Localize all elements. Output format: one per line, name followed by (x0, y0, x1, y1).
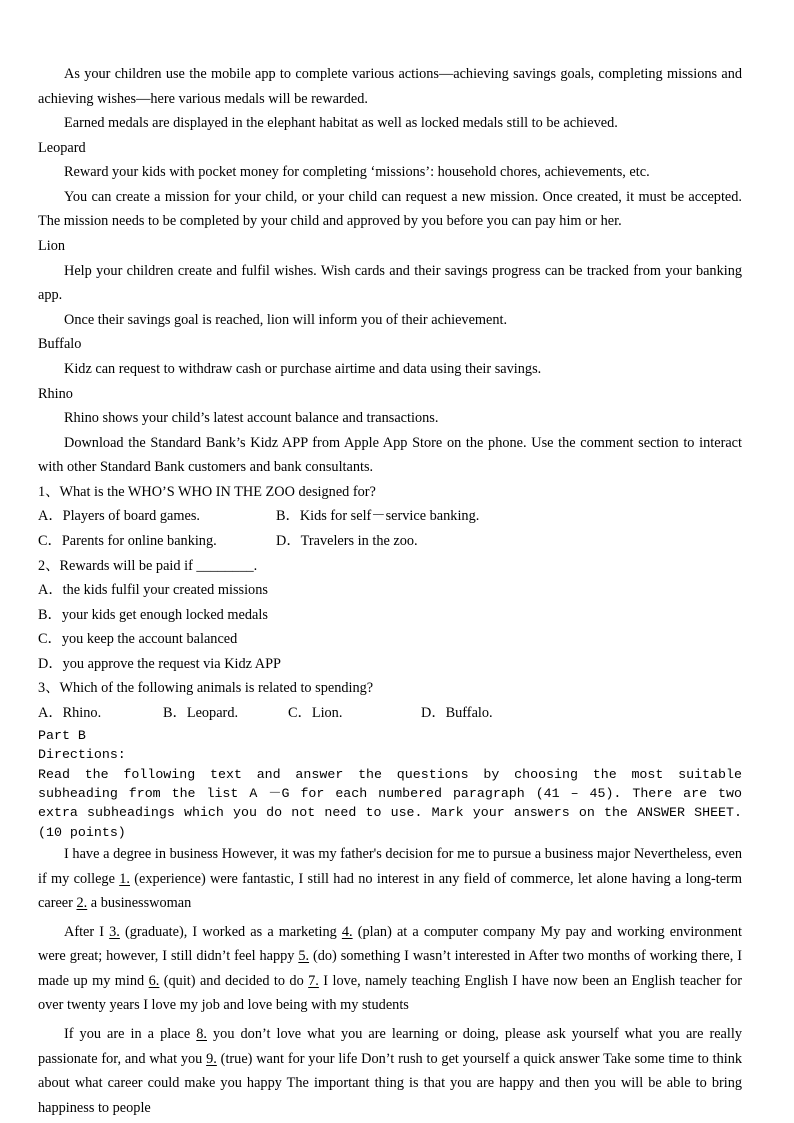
section-heading-lion: Lion (38, 238, 66, 255)
part-b-paragraph-2-text-0: After I (64, 923, 110, 940)
part-b-paragraph-2-blank-1[interactable]: 3. (109, 923, 120, 940)
question-2-stem (38, 554, 742, 579)
section-rhino-paragraph-1: Rhino shows your child’s latest account balance and transactions. (64, 410, 439, 427)
question-1-options-row-1 (38, 504, 742, 529)
question-3-stem (38, 676, 742, 701)
part-b-paragraph-2-blank-9[interactable]: 7. (308, 972, 319, 989)
question-3-option-d[interactable]: D．Buffalo. (421, 705, 493, 722)
section-buffalo-paragraph-1: Kidz can request to withdraw cash or purchase airtime and data using their savings. (64, 360, 542, 377)
question-2-text: Rewards will be paid if ________. (59, 557, 258, 574)
part-b-paragraph-2-text-2: (graduate), I worked as a marketing (119, 923, 342, 940)
section-lion-paragraph-1: Help your children create and fulfil wishes. Wish cards and their savings progress can be tracked from your banking app. (38, 262, 742, 304)
question-1-option-c[interactable]: C．Parents for online banking. (38, 532, 217, 549)
part-b-directions-label: Directions: (38, 747, 126, 763)
section-heading-buffalo: Buffalo (38, 336, 82, 353)
question-1-text: What is the WHO’S WHO IN THE ZOO designed for? (59, 483, 376, 500)
question-1-option-b[interactable]: B．Kids for self－service banking. (276, 508, 480, 525)
part-b-paragraph-2-text-6: (do) something I wasn’t interested in After two months of working there, I made up my mind (38, 948, 742, 989)
part-b-paragraph-3-blank-3[interactable]: 9. (206, 1050, 217, 1067)
part-b-paragraph-2 (38, 920, 742, 1018)
paragraph-closing: Download the Standard Bank’s Kidz APP from Apple App Store on the phone. Use the comment section to interact with other Standard Bank customers and bank consultants. (38, 434, 742, 476)
part-b-paragraph-1-text-4: a businesswoman (87, 895, 192, 912)
part-b-paragraph-2-blank-7[interactable]: 6. (148, 972, 160, 989)
question-3-options-row (38, 701, 742, 726)
part-b-paragraph-2-blank-5[interactable]: 5. (298, 948, 310, 965)
part-b-paragraph-1-blank-1[interactable]: 1. (119, 870, 130, 887)
question-2-option-a[interactable]: A．the kids fulfil your created missions (38, 582, 268, 599)
question-1-option-d[interactable]: D．Travelers in the zoo. (276, 532, 418, 549)
section-leopard-paragraph-2: You can create a mission for your child, or your child can request a new mission. Once created, it must be accepted. The mission needs to be completed by your child and approved by you before you can pay him or her. (38, 188, 742, 230)
part-b-paragraph-2-blank-3[interactable]: 4. (341, 923, 353, 940)
question-2-option-b[interactable]: B．your kids get enough locked medals (38, 606, 268, 623)
part-b-paragraph-3-text-0: If you are in a place (64, 1026, 197, 1043)
question-3-option-b[interactable]: B．Leopard. (163, 705, 239, 722)
question-2-number: 2、 (38, 557, 60, 574)
section-lion-paragraph-2: Once their savings goal is reached, lion will inform you of their achievement. (64, 311, 508, 328)
section-heading-rhino: Rhino (38, 385, 73, 402)
question-3-option-a[interactable]: A．Rhino. (38, 705, 102, 722)
part-b-paragraph-2-text-10: I love, namely teaching English I have now been an English teacher for over twenty years I love my job and love being with my students (38, 972, 742, 1014)
question-3-text: Which of the following animals is related to spending? (59, 680, 374, 697)
question-3-number: 3、 (38, 680, 60, 697)
section-heading-leopard: Leopard (38, 139, 86, 156)
part-b-paragraph-2-text-8: (quit) and decided to do (159, 972, 309, 989)
part-b-paragraph-3 (38, 1022, 742, 1120)
part-b-title: Part B (38, 727, 86, 743)
part-b-paragraph-2-text-4: (plan) at a computer company My pay and working environment were great; however, I still didn’t feel happy (38, 923, 742, 965)
question-1-number: 1、 (38, 483, 60, 500)
part-b-paragraph-1-text-2: (experience) were fantastic, I still had no interest in any field of commerce, let alone having a long-term career (38, 870, 742, 912)
part-b-paragraph-1-blank-3[interactable]: 2. (76, 895, 88, 912)
part-b-directions-text: Read the following text and answer the questions by choosing the most suitable subheading from the list A －G for each numbered paragraph (41 – 45). There are two extra subheadings which you do not need to use. Mark your answers on the ANSWER SHEET. (10 points) (38, 766, 742, 840)
question-2-option-c[interactable]: C．you keep the account balanced (38, 631, 238, 648)
part-b-paragraph-3-text-2: you don’t love what you are learning or doing, please ask yourself what you are really passionate for, and what you (38, 1026, 742, 1067)
paragraph-intro-1: As your children use the mobile app to complete various actions—achieving savings goals, completing missions and achieving wishes—here various medals will be rewarded. (38, 66, 742, 107)
section-leopard-paragraph-1: Reward your kids with pocket money for completing ‘missions’: household chores, achievements, etc. (64, 164, 650, 181)
part-b-paragraph-1 (38, 842, 742, 916)
question-3-option-c[interactable]: C．Lion. (288, 705, 343, 722)
question-1-option-a[interactable]: A．Players of board games. (38, 508, 200, 525)
paragraph-intro-2: Earned medals are displayed in the elephant habitat as well as locked medals still to be achieved. (64, 115, 618, 132)
part-b-paragraph-3-text-4: (true) want for your life Don’t rush to get yourself a quick answer Take some time to think about what career could make you happy The important thing is that you are happy and then you will be able to bring happiness to people (38, 1050, 742, 1116)
part-b-paragraph-3-blank-1[interactable]: 8. (196, 1026, 207, 1043)
question-1-stem (38, 480, 742, 505)
part-b-paragraph-1-text-0: I have a degree in business However, it was my father's decision for me to pursue a business major Nevertheless, even if my college (38, 846, 742, 887)
document-body (38, 62, 742, 1120)
question-1-options-row-2 (38, 529, 742, 554)
question-2-option-d[interactable]: D．you approve the request via Kidz APP (38, 655, 282, 672)
